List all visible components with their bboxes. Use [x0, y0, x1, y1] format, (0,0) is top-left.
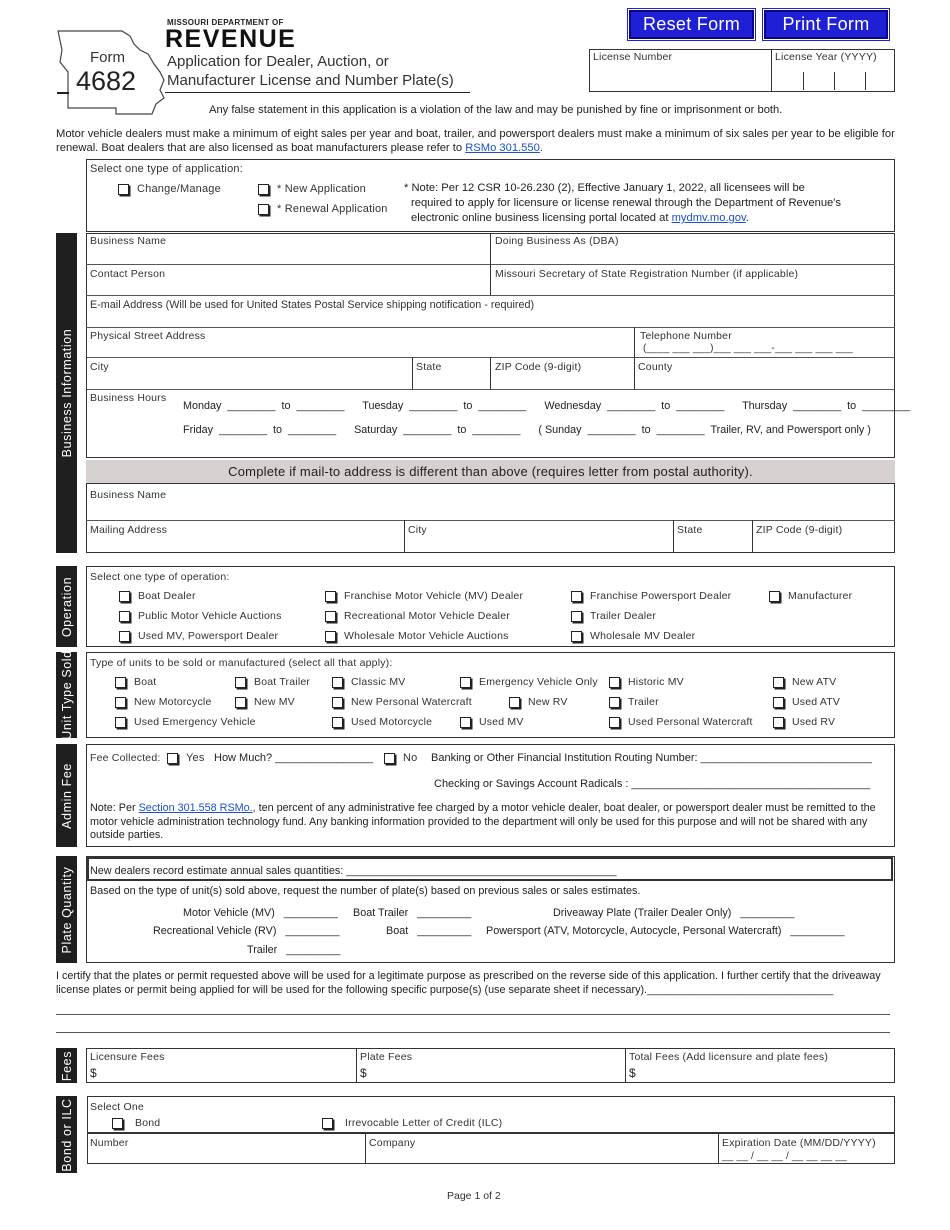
mail-divider-a	[404, 520, 405, 553]
agency-logo: REVENUE	[165, 25, 297, 53]
operation-checkbox[interactable]	[325, 631, 336, 642]
operation-option-used-mv-powersport[interactable]	[119, 630, 278, 642]
unit-option-used-atv[interactable]	[773, 696, 840, 708]
unit-option-boat-trailer[interactable]	[235, 676, 310, 688]
unit-checkbox[interactable]	[115, 697, 126, 708]
change-manage-checkbox[interactable]	[118, 184, 129, 195]
renewal-application-checkbox[interactable]	[258, 204, 269, 215]
business-information-sidebar-label: Business Information	[59, 328, 74, 458]
unit-option-label: Trailer	[628, 696, 659, 708]
bond-expiration-label: Expiration Date (MM/DD/YYYY)	[722, 1137, 876, 1149]
account-radicals[interactable]: Checking or Savings Account Radicals : _______________________________________	[434, 778, 871, 790]
plate-fees-dollar[interactable]: $	[360, 1066, 367, 1080]
operation-option-label: Public Motor Vehicle Auctions	[138, 610, 282, 622]
ilc-option-label: Irrevocable Letter of Credit (ILC)	[345, 1117, 503, 1129]
unit-checkbox[interactable]	[115, 717, 126, 728]
fee-collected-label: Fee Collected:	[90, 752, 161, 764]
business-hours-row-2[interactable]: Friday ________ to ________ Saturday ________ to ________ ( Sunday ________ to ________ Trailer, RV, and Powersport only )	[183, 424, 871, 436]
unit-option-classic-mv[interactable]	[332, 676, 406, 688]
admin-fee-note-text: , ten percent of any administrative fee charged by a motor vehicle dealer, boat dealer, or powersport dealer must be remitted to the motor vehicle administration technology fund. Any banking information provided to the department will only be used for this purpose and will not be shared with any outside parties.	[90, 802, 876, 841]
certify-line-2	[56, 1032, 890, 1033]
new-application-option[interactable]	[258, 183, 366, 195]
unit-checkbox[interactable]	[609, 677, 620, 688]
portal-note-line-3-text: electronic online business licensing portal located at	[411, 212, 669, 224]
license-number-input[interactable]	[592, 66, 768, 88]
unit-checkbox[interactable]	[332, 697, 343, 708]
plate-quantity-sidebar	[56, 856, 77, 963]
estimate-sales[interactable]: New dealers record estimate annual sales quantities: _____________________________________________	[90, 865, 617, 877]
operation-option-label: Manufacturer	[788, 590, 853, 602]
operation-option-recreational[interactable]	[325, 610, 510, 622]
sales-notice-end: .	[539, 142, 543, 154]
fee-how-much[interactable]: How Much? ________________	[214, 752, 374, 764]
business-name-label: Business Name	[90, 235, 167, 247]
business-row4-divider	[634, 327, 635, 357]
fee-yes-label: Yes	[186, 752, 205, 764]
bond-checkbox[interactable]	[112, 1118, 123, 1129]
operation-option-public-auctions[interactable]	[119, 610, 282, 622]
portal-note-line-1: * Note: Per 12 CSR 10-26.230 (2), Effective January 1, 2022, all licensees will be	[404, 182, 805, 194]
unit-option-used-emergency[interactable]	[115, 716, 256, 728]
page-number: Page 1 of 2	[447, 1190, 501, 1202]
operation-option-label: Boat Dealer	[138, 590, 196, 602]
unit-option-new-motorcycle[interactable]	[115, 696, 211, 708]
bond-option-label: Bond	[135, 1117, 161, 1129]
operation-option-manufacturer[interactable]	[769, 590, 852, 602]
plates-driveaway[interactable]: Driveaway Plate (Trailer Dealer Only) _________	[553, 907, 795, 919]
reset-form-button[interactable]: Reset Form	[629, 10, 754, 39]
business-row2-bottom	[86, 295, 895, 296]
unit-option-emergency-vehicle[interactable]	[460, 676, 598, 688]
operation-option-boat-dealer[interactable]	[119, 590, 196, 602]
routing-number[interactable]: Banking or Other Financial Institution Routing Number: ____________________________	[431, 752, 872, 764]
license-number-label: License Number	[593, 51, 673, 63]
bond-ilc-sidebar-label: Bond or ILC	[59, 1097, 74, 1172]
license-year-tick-1	[803, 72, 804, 90]
sos-registration-label: Missouri Secretary of State Registration Number (if applicable)	[495, 268, 799, 280]
unit-option-label: New Motorcycle	[134, 696, 212, 708]
unit-option-boat[interactable]	[115, 676, 156, 688]
total-fees-label: Total Fees (Add licensure and plate fees)	[629, 1051, 829, 1063]
sales-notice	[56, 127, 898, 155]
licensure-fees-label: Licensure Fees	[90, 1051, 165, 1063]
business-row5-divider-b	[490, 357, 491, 389]
mail-state-label: State	[677, 524, 703, 536]
renewal-application-label: * Renewal Application	[277, 203, 388, 215]
ilc-checkbox[interactable]	[322, 1118, 333, 1129]
operation-option-label: Franchise Powersport Dealer	[590, 590, 732, 602]
new-application-label: * New Application	[277, 183, 367, 195]
unit-option-label: New RV	[528, 696, 568, 708]
portal-note-line-2: required to apply for licensure or license renewal through the Department of Revenue's	[411, 197, 841, 209]
unit-checkbox[interactable]	[115, 677, 126, 688]
business-row5-bottom	[86, 389, 895, 390]
plate-fees-label: Plate Fees	[360, 1051, 413, 1063]
total-fees-dollar[interactable]: $	[629, 1066, 636, 1080]
operation-option-franchise-powersport[interactable]	[571, 590, 731, 602]
plates-trailer[interactable]: Trailer _________	[247, 944, 341, 956]
form-dash	[57, 92, 69, 94]
fees-divider-a	[356, 1048, 357, 1083]
operation-checkbox[interactable]	[571, 611, 582, 622]
operation-option-label: Used MV, Powersport Dealer	[138, 630, 279, 642]
license-year-tick-2	[834, 72, 835, 90]
fee-yes-option[interactable]	[167, 752, 205, 764]
mail-divider-c	[752, 520, 753, 553]
title-line-2: Manufacturer License and Number Plate(s)	[167, 72, 454, 89]
unit-checkbox[interactable]	[609, 697, 620, 708]
operation-checkbox[interactable]	[119, 611, 130, 622]
portal-note-end: .	[745, 212, 749, 224]
title-underline	[165, 92, 470, 93]
mailing-row-divider	[86, 520, 895, 521]
unit-option-label: Used ATV	[792, 696, 841, 708]
unit-option-trailer[interactable]	[609, 696, 659, 708]
unit-option-label: Used Personal Watercraft	[628, 716, 753, 728]
unit-checkbox[interactable]	[460, 717, 471, 728]
plates-mv[interactable]: Motor Vehicle (MV) _________	[183, 907, 338, 919]
fee-no-label: No	[403, 752, 418, 764]
form-word: Form	[90, 49, 125, 66]
business-row5-divider-c	[634, 357, 635, 389]
dba-label: Doing Business As (DBA)	[495, 235, 619, 247]
mail-business-name-label: Business Name	[90, 489, 167, 501]
admin-fee-sidebar-label: Admin Fee	[59, 762, 74, 829]
fees-divider-b	[625, 1048, 626, 1083]
telephone-label: Telephone Number	[640, 330, 732, 342]
certify-statement: I certify that the plates or permit requested above will be used for a legitimate purpose as prescribed on the reverse side of this application. I further certify that the driveaway license plates or permit being applied for will be used for the following specific purpose(s) (use separate sheet if necessary)._______________________________	[56, 970, 881, 996]
unit-type-prompt: Type of units to be sold or manufactured (select all that apply):	[90, 657, 393, 669]
bond-select-one-label: Select One	[90, 1101, 144, 1113]
renewal-application-option[interactable]	[258, 203, 388, 215]
plates-based-on: Based on the type of unit(s) sold above, request the number of plate(s) based on previous sales or sales estimates.	[90, 885, 641, 897]
county-label: County	[638, 361, 673, 373]
bond-divider-a	[365, 1133, 366, 1164]
form-number: 4682	[76, 66, 137, 96]
unit-option-used-rv[interactable]	[773, 716, 835, 728]
portal-note-line-3	[404, 211, 841, 226]
operation-option-label: Franchise Motor Vehicle (MV) Dealer	[344, 590, 524, 602]
unit-checkbox[interactable]	[609, 717, 620, 728]
unit-option-label: Boat Trailer	[254, 676, 311, 688]
admin-fee-note-prefix: Note: Per	[90, 802, 136, 814]
bond-ilc-sidebar	[56, 1096, 77, 1173]
license-year-tick-3	[865, 72, 866, 90]
unit-option-label: Emergency Vehicle Only	[479, 676, 598, 688]
title-line-1: Application for Dealer, Auction, or	[167, 53, 389, 70]
unit-option-new-atv[interactable]	[773, 676, 836, 688]
unit-checkbox[interactable]	[235, 677, 246, 688]
unit-option-new-pwc[interactable]	[332, 696, 472, 708]
operation-sidebar	[56, 566, 77, 647]
operation-checkbox[interactable]	[325, 611, 336, 622]
unit-type-sidebar-label: Unit Type Sold	[59, 650, 74, 740]
portal-note	[404, 181, 841, 226]
business-row3-bottom	[86, 327, 895, 328]
business-information-sidebar	[56, 233, 77, 553]
operation-checkbox[interactable]	[769, 591, 780, 602]
operation-checkbox[interactable]	[571, 591, 582, 602]
mail-divider-b	[673, 520, 674, 553]
unit-option-used-mv[interactable]	[460, 716, 524, 728]
operation-option-label: Trailer Dealer	[590, 610, 657, 622]
unit-option-label: Used Motorcycle	[351, 716, 433, 728]
change-manage-label: Change/Manage	[137, 183, 221, 195]
unit-option-historic-mv[interactable]	[609, 676, 684, 688]
unit-option-label: New MV	[254, 696, 295, 708]
new-application-checkbox[interactable]	[258, 184, 269, 195]
fee-no-option[interactable]	[384, 752, 417, 764]
mailing-box	[86, 483, 895, 553]
admin-fee-sidebar	[56, 744, 77, 847]
unit-option-label: New ATV	[792, 676, 837, 688]
bond-company-label: Company	[369, 1137, 416, 1149]
operation-sidebar-label: Operation	[59, 576, 74, 637]
unit-option-label: Boat	[134, 676, 157, 688]
operation-option-label: Wholesale MV Dealer	[590, 630, 696, 642]
mail-zip-label: ZIP Code (9-digit)	[756, 524, 843, 536]
contact-person-label: Contact Person	[90, 268, 166, 280]
license-year-label: License Year (YYYY)	[775, 51, 877, 63]
license-divider	[771, 49, 772, 92]
operation-option-franchise-mv[interactable]	[325, 590, 523, 602]
agency-small: MISSOURI DEPARTMENT OF	[167, 18, 284, 27]
unit-option-label: Classic MV	[351, 676, 406, 688]
ilc-option[interactable]	[322, 1117, 502, 1129]
operation-prompt: Select one type of operation:	[90, 571, 230, 583]
fees-sidebar	[56, 1048, 77, 1083]
plates-powersport[interactable]: Powersport (ATV, Motorcycle, Autocycle, Personal Watercraft) _________	[486, 925, 845, 937]
plate-quantity-sidebar-label: Plate Quantity	[59, 866, 74, 953]
section-301-558-link[interactable]: Section 301.558 RSMo.	[138, 802, 253, 814]
licensure-fees-dollar[interactable]: $	[90, 1066, 97, 1080]
city-label: City	[90, 361, 109, 373]
telephone-mask[interactable]: (____ ___ ___)___ ___ ___-___ ___ ___ ___	[643, 343, 854, 354]
business-hours-row-1[interactable]: Monday ________ to ________ Tuesday ________ to ________ Wednesday ________ to ________ Thursday ________ to ________	[183, 400, 911, 412]
unit-option-new-mv[interactable]	[235, 696, 295, 708]
email-label: E-mail Address (Will be used for United States Postal Service shipping notification - required)	[90, 299, 535, 311]
unit-checkbox[interactable]	[773, 717, 784, 728]
unit-option-used-motorcycle[interactable]	[332, 716, 432, 728]
unit-checkbox[interactable]	[235, 697, 246, 708]
unit-option-label: Used RV	[792, 716, 836, 728]
operation-option-label: Recreational Motor Vehicle Dealer	[344, 610, 510, 622]
bond-option[interactable]	[112, 1117, 160, 1129]
business-row2-divider	[490, 264, 491, 295]
state-label: State	[416, 361, 442, 373]
unit-checkbox[interactable]	[509, 697, 520, 708]
unit-checkbox[interactable]	[773, 697, 784, 708]
unit-option-label: New Personal Watercraft	[351, 696, 472, 708]
certify-line-1	[56, 1014, 890, 1015]
business-row5-divider-a	[412, 357, 413, 389]
business-row1-divider	[490, 233, 491, 264]
unit-option-used-pwc[interactable]	[609, 716, 753, 728]
unit-option-label: Used Emergency Vehicle	[134, 716, 256, 728]
operation-option-trailer-dealer[interactable]	[571, 610, 656, 622]
unit-option-label: Used MV	[479, 716, 524, 728]
fees-sidebar-label: Fees	[59, 1050, 74, 1081]
admin-fee-note	[90, 802, 890, 843]
bond-divider-b	[718, 1133, 719, 1164]
zip-label: ZIP Code (9-digit)	[495, 361, 582, 373]
fee-yes-checkbox[interactable]	[167, 753, 178, 764]
mailto-banner: Complete if mail-to address is different than above (requires letter from postal authority).	[86, 460, 895, 483]
operation-checkbox[interactable]	[571, 631, 582, 642]
operation-option-wholesale-mv[interactable]	[571, 630, 695, 642]
plates-boat-trailer[interactable]: Boat Trailer _________	[353, 907, 472, 919]
false-statement-notice: Any false statement in this application is a violation of the law and may be punished by fine or imprisonment or both.	[209, 104, 783, 116]
application-type-prompt: Select one type of application:	[90, 163, 243, 175]
operation-checkbox[interactable]	[119, 631, 130, 642]
unit-checkbox[interactable]	[773, 677, 784, 688]
rsmo-301-550-link[interactable]: RSMo 301.550	[465, 142, 540, 154]
print-form-button[interactable]: Print Form	[764, 10, 888, 39]
unit-checkbox[interactable]	[332, 677, 343, 688]
unit-checkbox[interactable]	[332, 717, 343, 728]
mail-city-label: City	[408, 524, 427, 536]
bond-number-label: Number	[90, 1137, 129, 1149]
unit-option-new-rv[interactable]	[509, 696, 568, 708]
street-address-label: Physical Street Address	[90, 330, 206, 342]
business-hours-label: Business Hours	[90, 392, 167, 404]
sales-notice-text: Motor vehicle dealers must make a minimum of eight sales per year and boat, trailer, and powersport dealers must make a minimum of six sales per year to be eligible for renewal. Boat dealers that are also licensed as boat manufacturers please refer to	[56, 128, 895, 154]
mailing-address-label: Mailing Address	[90, 524, 168, 536]
mydmv-link[interactable]: mydmv.mo.gov	[671, 212, 746, 224]
bond-expiration-mask[interactable]: __ __ / __ __ / __ __ __ __	[722, 1151, 847, 1162]
unit-checkbox[interactable]	[460, 677, 471, 688]
operation-checkbox[interactable]	[119, 591, 130, 602]
plates-boat[interactable]: Boat _________	[386, 925, 472, 937]
operation-checkbox[interactable]	[325, 591, 336, 602]
operation-option-wholesale-auctions[interactable]	[325, 630, 509, 642]
plates-rv[interactable]: Recreational Vehicle (RV) _________	[153, 925, 340, 937]
operation-option-label: Wholesale Motor Vehicle Auctions	[344, 630, 509, 642]
fee-no-checkbox[interactable]	[384, 753, 395, 764]
unit-option-label: Historic MV	[628, 676, 684, 688]
change-manage-option[interactable]	[118, 183, 221, 195]
unit-type-sidebar	[56, 652, 77, 738]
